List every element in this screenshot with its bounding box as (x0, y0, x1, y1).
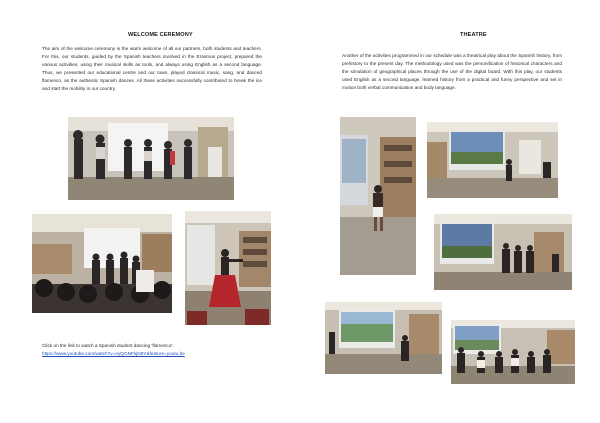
photo-theatre-stage-wide (325, 302, 442, 374)
flamenco-video-link[interactable]: https://www.youtube.com/watch?v=nyQGNFkjN8Y&feature=youtu.be (42, 351, 185, 356)
welcome-ceremony-paragraph: The aim of the welcome ceremony is the warm welcome of all our partners, both students and teachers. For this, our students, guided by the Spanish teachers involved in the Erasmus project, prepared the various activities, using their musical skills as tools, and always using English as a second language. Thus, we presented our educational centre and our town, played classical music, sang, and danced flamenco, as the authentic Spanish dances. All these activities successfully contributed to break the ice and start the mobility in our country. (42, 46, 262, 91)
photo-theatre-group (451, 320, 575, 384)
flamenco-link-label: Click on the link to watch a Spanish student dancing 'flamenco': (42, 343, 174, 348)
theatre-heading: THEATRE (460, 32, 487, 38)
photo-theatre-costumes (434, 214, 572, 290)
right-page (300, 0, 600, 423)
photo-students-singing (68, 117, 234, 200)
photo-flamenco-dancer (185, 211, 271, 325)
photo-audience-performance (32, 214, 172, 313)
photo-theatre-projection (427, 122, 558, 198)
photo-theatre-student (340, 117, 416, 275)
welcome-ceremony-heading: WELCOME CEREMONY (128, 32, 193, 38)
theatre-paragraph: Another of the activities programmed in our schedule was a theatrical play about the Spanish history, from prehistory to the present day. The methodology used was the personification of historical characters and the simulation of geographical places through the use of the digital board. With this play, our students used English as a second language, learned history from a practical and funny perspective and set in motion both verbal communication and body language. (342, 53, 562, 90)
